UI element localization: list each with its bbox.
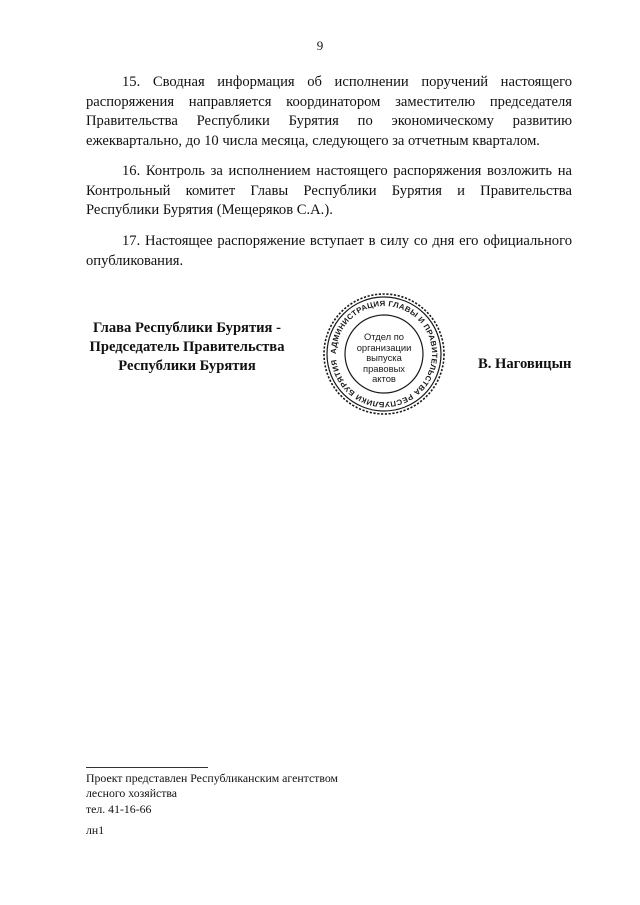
paragraph-16: 16. Контроль за исполнением настоящего распоряжения возложить на Контрольный комитет Главы Республики Бурятия и Правительства Республики Бурятия (Мещеряков С.А.).: [86, 163, 572, 218]
signatory-title-line: Председатель Правительства: [89, 339, 285, 355]
footnote: [86, 771, 338, 817]
stamp-center-line: организации: [356, 341, 412, 353]
signatory-title-line: Республики Бурятия: [118, 358, 256, 374]
signatory-title-line: Глава Республики Бурятия -: [93, 320, 281, 336]
paragraph-15: 15. Сводная информация об исполнении поручений настоящего распоряжения направляется координатором заместителю председателя Правительства Республики Бурятия по экономическому развитию ежеквартально, до 10 числа месяца, следующего за отчетным кварталом.: [86, 74, 572, 149]
footnote-divider: [86, 767, 208, 768]
stamp-center-line: правовых: [363, 362, 405, 374]
page-number: 9: [316, 38, 324, 53]
footnote-line: лесного хозяйства: [86, 786, 178, 801]
footnote-line: тел. 41-16-66: [86, 801, 152, 816]
footnote-line: Проект представлен Республиканским агентством: [86, 771, 338, 785]
signatory-name: В. Наговицын: [478, 356, 572, 372]
paragraph-17: 17. Настоящее распоряжение вступает в силу со дня его официального опубликования.: [86, 233, 572, 269]
stamp-center-line: актов: [372, 373, 396, 385]
stamp-center-line: выпуска: [366, 352, 402, 364]
stamp-ring-text-path: АДМИНИСТРАЦИЯ ГЛАВЫ И ПРАВИТЕЛЬСТВА РЕСПУБЛИКИ БУРЯТИЯ: [328, 298, 440, 410]
stamp-center-text: [346, 332, 422, 385]
signatory-title: [60, 319, 314, 376]
stamp-center-line: Отдел по: [363, 331, 404, 342]
executor-initials: лн1: [86, 823, 105, 837]
